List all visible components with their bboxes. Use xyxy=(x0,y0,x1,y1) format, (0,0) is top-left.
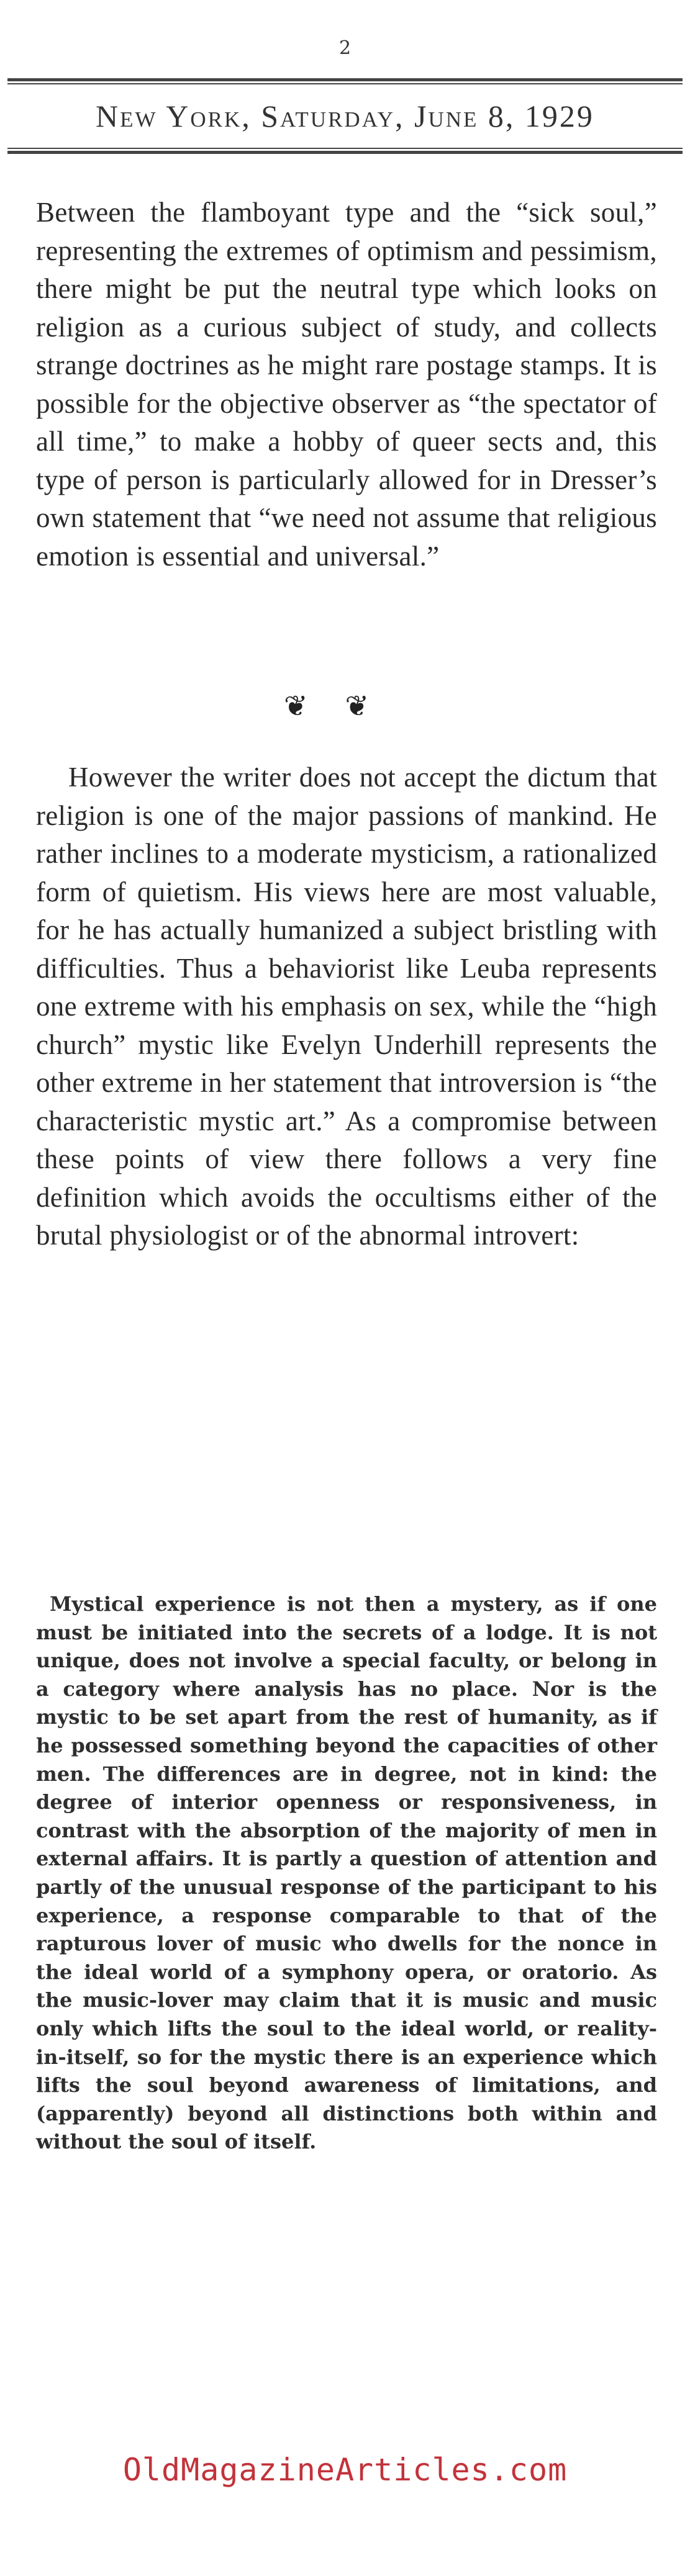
header-rule-top-thin xyxy=(7,83,683,84)
watermark-url[interactable]: OldMagazineArticles.com xyxy=(122,2452,568,2488)
header-rule-bottom-thin xyxy=(7,148,683,149)
article-paragraph-1: Between the flamboyant type and the “sick soul,” representing the extremes of optimism and pessimism, there might be put the neutral type which looks on religion as a curious subject of study, and collects strange doctrines as he might rare postage stamps. It is possible for the objective observer as “the spectator of all time,” to make a hobby of queer sects and, this type of person is particularly allowed for in Dresser’s own statement that “we need not assume that religious emotion is essential and universal.” xyxy=(36,197,657,572)
article-paragraph-2: However the writer does not accept the dictum that religion is one of the major passions of mankind. He rather inclines to a moderate mysticism, a rationalized form of quietism. His views here are most valuable, for he has actually humanized a subject bristling with difficulties. Thus a behaviorist like Leuba represents one extreme with his emphasis on sex, while the “high church” mystic like Evelyn Underhill represents the other extreme in her statement that introversion is “the characteristic mystic art.” As a compromise between these points of view there follows a very fine definition which avoids the occultisms either of the brutal physiologist or of the abnormal introvert: xyxy=(36,762,657,1251)
header-rule-bottom-thick xyxy=(7,151,683,154)
page-number: 2 xyxy=(338,37,352,59)
header-rule-top-thick xyxy=(7,78,683,81)
fleuron-ornament-icon: ❦❦ xyxy=(283,689,407,723)
dateline: New York, Saturday, June 8, 1929 xyxy=(96,99,594,133)
block-quote: Mystical experience is not then a mystery, as if one must be initiated into the secrets of a lodge. It is not unique, does not involve a special faculty, or belong in a category where analysis has no place. Nor is the mystic to be set apart from the rest of humanity, as if he possessed something beyond the capacities of other men. The differences are in degree, not in kind: the degree of interior openness or responsiveness, in contrast with the absorption of the majority of men in external affairs. It is partly a question of attention and partly of the unusual response of the participant to his experience, a response comparable to that of the rapturous lover of music who dwells for the nonce in the ideal world of a symphony opera, or oratorio. As the music-lover may claim that it is music and music only which lifts the soul to the ideal world, or reality-in-itself, so for the mystic there is an experience which lifts the soul beyond awareness of limitations, and (apparently) beyond all distinctions both within and without the soul of itself. xyxy=(36,1592,657,2154)
